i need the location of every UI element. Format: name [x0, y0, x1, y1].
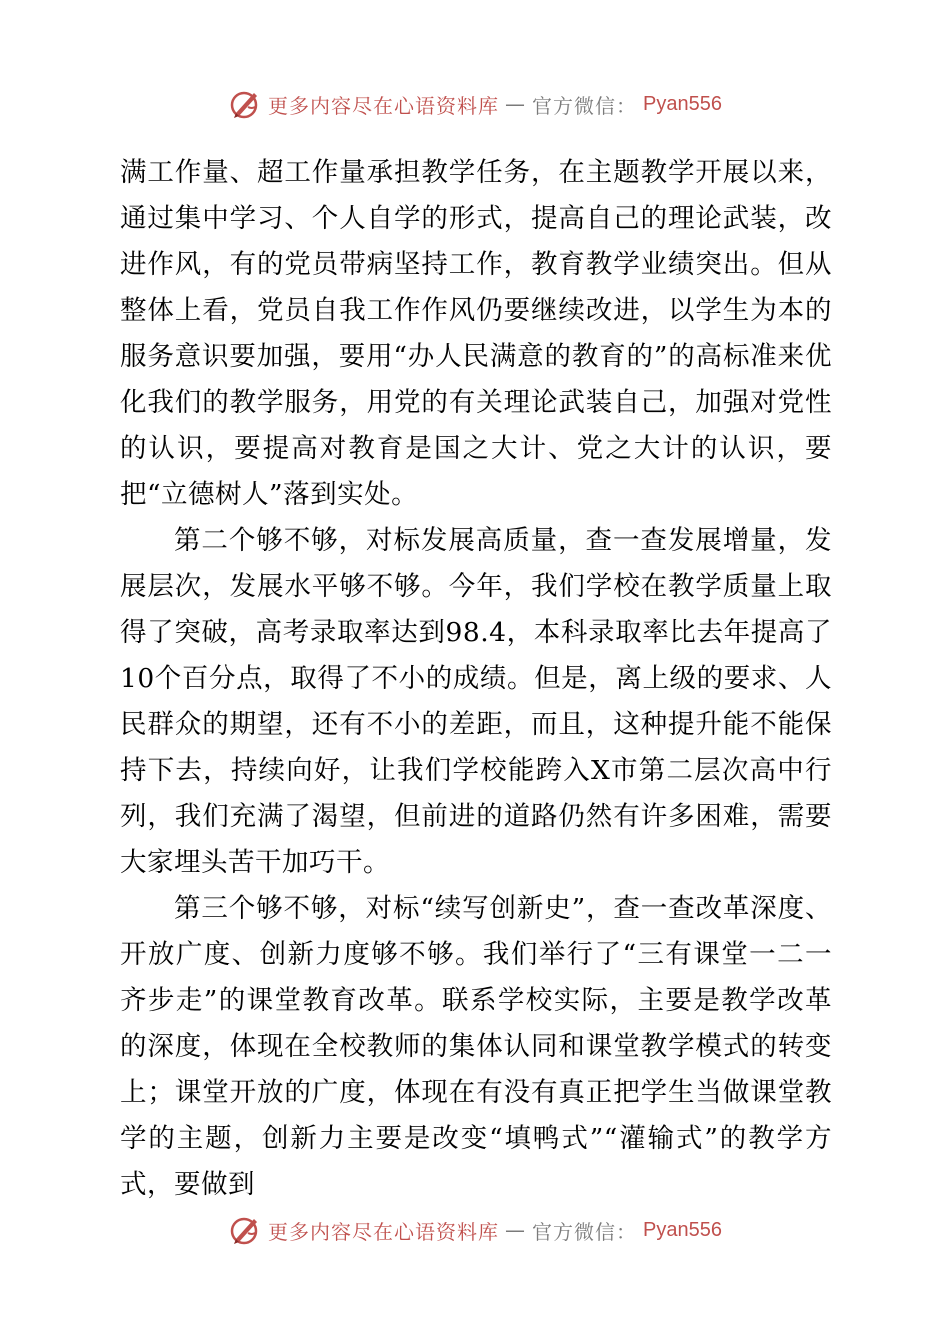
paragraph-1: 满工作量、超工作量承担教学任务，在主题教学开展以来，通过集中学习、个人自学的形式，提高自己的理论武装，改进作风，有的党员带病坚持工作，教育教学业绩突出。但从整体上看，党员自我工作作风仍要继续改进，以学生为本的服务意识要加强，要用“办人民满意的教育的”的高标准来优化我们的教学服务，用党的有关理论武装自己，加强对党性的认识，要提高对教育是国之大计、党之大计的认识，要把“立德树人”落到实处。 [120, 157, 832, 510]
pen-logo-icon [228, 87, 262, 121]
document-body [120, 150, 832, 1208]
watermark-official-label: 官方微信： [532, 1219, 638, 1244]
watermark-dash: — [505, 92, 527, 116]
paragraph-3: 第三个够不够，对标“续写创新史”，查一查改革深度、开放广度、创新力度够不够。我们举行了“三有课堂一二一齐步走”的课堂教育改革。联系学校实际，主要是教学改革的深度，体现在全校教师的集体认同和课堂教学模式的转变上；课堂开放的广度，体现在有没有真正把学生当做课堂教学的主题，创新力主要是改变“填鸭式”“灌输式”的教学方式，要做到 [120, 893, 832, 1200]
watermark-wechat-id: Pyan556 [643, 1218, 722, 1241]
watermark-official-label: 官方微信： [532, 93, 638, 118]
watermark-brand: 更多内容尽在心语资料库 [268, 93, 500, 118]
watermark-brand: 更多内容尽在心语资料库 [268, 1219, 500, 1244]
pen-logo-icon [228, 1213, 262, 1247]
paragraph-2: 第二个够不够，对标发展高质量，查一查发展增量，发展层次，发展水平够不够。今年，我们学校在教学质量上取得了突破，高考录取率达到98.4，本科录取率比去年提高了10个百分点，取得了不小的成绩。但是，离上级的要求、人民群众的期望，还有不小的差距，而且，这种提升能不能保持下去，持续向好，让我们学校能跨入X市第二层次高中行列，我们充满了渴望，但前进的道路仍然有许多困难，需要大家埋头苦干加巧干。 [120, 525, 832, 878]
watermark-dash: — [505, 1218, 527, 1242]
header-watermark [0, 84, 950, 124]
footer-watermark [0, 1210, 950, 1250]
watermark-wechat-id: Pyan556 [643, 92, 722, 115]
